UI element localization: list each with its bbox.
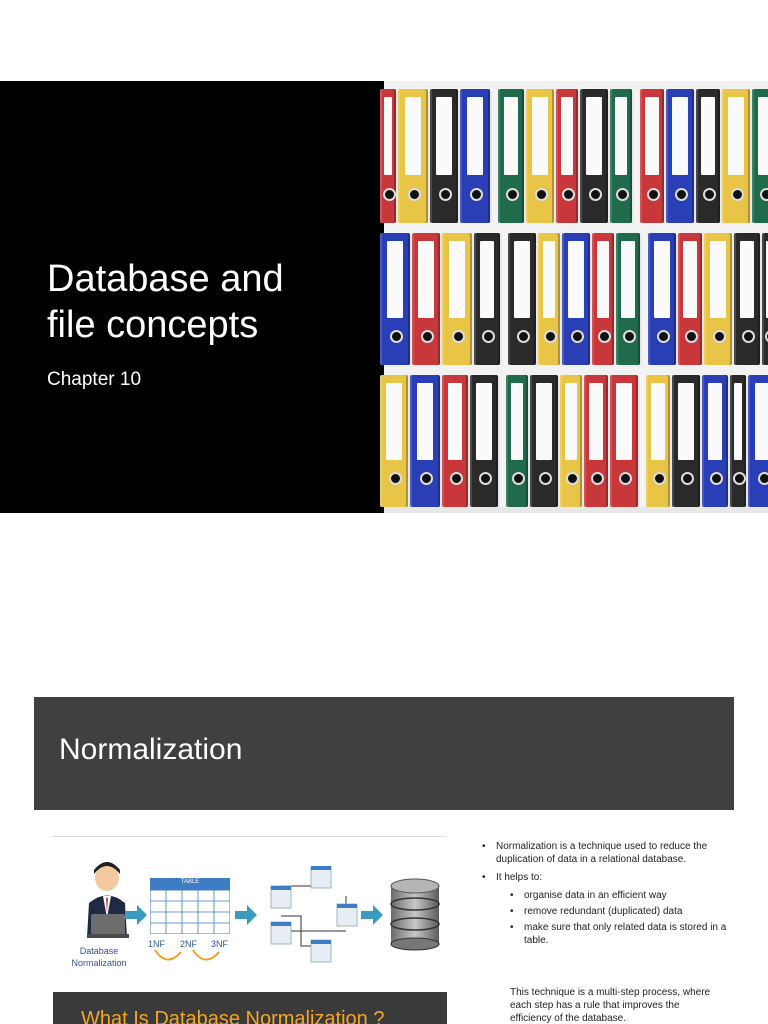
binder xyxy=(508,233,536,365)
binder xyxy=(498,89,524,223)
binder-hole xyxy=(383,188,396,201)
binder-hole xyxy=(685,330,698,343)
binder-hole xyxy=(452,330,465,343)
binder xyxy=(640,89,664,223)
binder-hole xyxy=(535,188,548,201)
binder-label xyxy=(386,383,402,460)
binder-hole xyxy=(598,330,611,343)
arrow-right-icon xyxy=(235,905,257,925)
binder xyxy=(474,233,500,365)
binder xyxy=(722,89,750,223)
binder-hole xyxy=(731,188,744,201)
binder-hole xyxy=(619,472,632,485)
binder-hole xyxy=(450,472,463,485)
binder-hole xyxy=(758,472,768,485)
binder-hole xyxy=(482,330,495,343)
binder-hole xyxy=(408,188,421,201)
binders-image xyxy=(384,81,768,513)
binder xyxy=(762,233,768,365)
binder xyxy=(380,375,408,507)
binder-hole xyxy=(517,330,530,343)
bullet-item: • It helps to: xyxy=(482,871,732,884)
binder-label xyxy=(405,97,422,175)
binder-label xyxy=(701,97,714,175)
binder-hole xyxy=(647,188,660,201)
binder xyxy=(506,375,528,507)
paragraph: This technique is a multi-step process, where each step has a rule that improves the efficiency of the database. xyxy=(510,987,711,1024)
binder-hole xyxy=(439,188,452,201)
binder xyxy=(752,89,768,223)
binder-label xyxy=(678,383,694,460)
binder-label xyxy=(504,97,519,175)
binder xyxy=(584,375,608,507)
binder xyxy=(580,89,608,223)
binder-hole xyxy=(733,472,746,485)
binder xyxy=(470,375,498,507)
binder xyxy=(666,89,694,223)
binder-hole xyxy=(421,330,434,343)
table-label: TABLE xyxy=(180,879,200,885)
binder xyxy=(538,233,560,365)
binder-label xyxy=(615,97,627,175)
binder xyxy=(616,233,640,365)
binder-label xyxy=(621,241,634,318)
binder xyxy=(460,89,490,223)
binder xyxy=(702,375,728,507)
binder-label xyxy=(708,383,723,460)
binder xyxy=(610,89,632,223)
binder-label xyxy=(568,241,584,318)
binder-hole xyxy=(742,330,755,343)
bullet-list xyxy=(482,840,732,950)
slide-heading: Normalization xyxy=(59,733,243,766)
binder-label xyxy=(683,241,696,318)
binder-label xyxy=(387,241,404,318)
binder xyxy=(592,233,614,365)
binder xyxy=(380,233,410,365)
binder-label xyxy=(561,97,573,175)
binder xyxy=(430,89,458,223)
binder-hole xyxy=(713,330,726,343)
binder-label xyxy=(543,241,555,318)
binder-label xyxy=(672,97,688,175)
binder-label xyxy=(514,241,530,318)
binder-label xyxy=(418,241,434,318)
binder-hole xyxy=(571,330,584,343)
binder-hole xyxy=(390,330,403,343)
banner-text: What Is Database Normalization ? xyxy=(81,1008,385,1024)
binder-label xyxy=(710,241,726,318)
binder xyxy=(748,375,768,507)
binder-label xyxy=(758,97,768,175)
binder-hole xyxy=(675,188,688,201)
binder-label xyxy=(728,97,744,175)
arrow-right-icon xyxy=(125,905,147,925)
binder-label xyxy=(476,383,492,460)
sub-bullet-item: • remove redundant (duplicated) data xyxy=(510,905,732,918)
arrow-right-icon xyxy=(361,905,383,925)
binder-hole xyxy=(506,188,519,201)
binder-label xyxy=(384,97,393,175)
binder xyxy=(646,375,670,507)
title-slide xyxy=(0,81,768,513)
binder-hole xyxy=(589,188,602,201)
binder-hole xyxy=(544,330,557,343)
binder-hole xyxy=(479,472,492,485)
slide-subtitle: Chapter 10 xyxy=(47,369,142,390)
binder xyxy=(380,89,396,223)
binder-hole xyxy=(591,472,604,485)
normalization-figure xyxy=(53,836,447,1024)
binder-label xyxy=(740,241,755,318)
nf-label-3: 3NF xyxy=(211,939,229,949)
binder xyxy=(412,233,440,365)
slide-body xyxy=(34,810,734,1024)
binder-label xyxy=(654,241,670,318)
binder-hole xyxy=(681,472,694,485)
binder-label xyxy=(532,97,548,175)
binder-label xyxy=(449,241,466,318)
binder-label xyxy=(436,97,452,175)
binder xyxy=(730,375,746,507)
binder-label xyxy=(417,383,434,460)
binder xyxy=(562,233,590,365)
binder-label xyxy=(616,383,632,460)
binder-label xyxy=(651,383,664,460)
nf-label-2: 2NF xyxy=(180,939,198,949)
binder-hole xyxy=(760,188,768,201)
slide-title: Database and file concepts xyxy=(47,258,284,346)
binder xyxy=(442,233,472,365)
binder-label xyxy=(645,97,658,175)
binder xyxy=(672,375,700,507)
binder-hole xyxy=(566,472,579,485)
binder-hole xyxy=(539,472,552,485)
slide-header xyxy=(34,697,734,810)
binder xyxy=(648,233,676,365)
nf-label-1: 1NF xyxy=(148,939,166,949)
binder xyxy=(678,233,702,365)
binder-label xyxy=(536,383,552,460)
binder xyxy=(704,233,732,365)
binder xyxy=(410,375,440,507)
binder-hole xyxy=(657,330,670,343)
binder xyxy=(560,375,582,507)
binder-hole xyxy=(616,188,629,201)
sub-bullet-item: • make sure that only related data is stored in a table. xyxy=(510,921,732,947)
binder-hole xyxy=(703,188,716,201)
binder-label xyxy=(597,241,609,318)
sub-bullet-item: • organise data in an efficient way xyxy=(510,889,732,902)
binder-hole xyxy=(562,188,575,201)
binder xyxy=(530,375,558,507)
bullet-item: • Normalization is a technique used to reduce the duplication of data in a relational database. xyxy=(482,840,732,866)
binder-hole xyxy=(710,472,723,485)
figure-banner xyxy=(53,992,447,1024)
binder-label xyxy=(448,383,463,460)
binder xyxy=(696,89,720,223)
binder-hole xyxy=(623,330,636,343)
figure-top-line xyxy=(53,836,447,837)
binder xyxy=(610,375,638,507)
binder-hole xyxy=(470,188,483,201)
binder-hole xyxy=(389,472,402,485)
binder xyxy=(398,89,428,223)
binder xyxy=(734,233,760,365)
binder-label xyxy=(467,97,484,175)
binder-hole xyxy=(420,472,433,485)
binder-hole xyxy=(512,472,525,485)
figure-caption: Database Normalization xyxy=(71,946,127,968)
binder-hole xyxy=(653,472,666,485)
database-icon xyxy=(389,878,441,952)
binder xyxy=(556,89,578,223)
table-icon xyxy=(150,878,230,934)
binder-label xyxy=(480,241,495,318)
binder-label xyxy=(734,383,743,460)
binder xyxy=(526,89,554,223)
binder-label xyxy=(511,383,523,460)
binder-label xyxy=(589,383,602,460)
binder-label xyxy=(565,383,577,460)
binder-label xyxy=(755,383,768,460)
binder-label xyxy=(586,97,602,175)
binder xyxy=(442,375,468,507)
curved-arrows-icon xyxy=(153,948,233,966)
related-tables-icon xyxy=(261,866,361,970)
